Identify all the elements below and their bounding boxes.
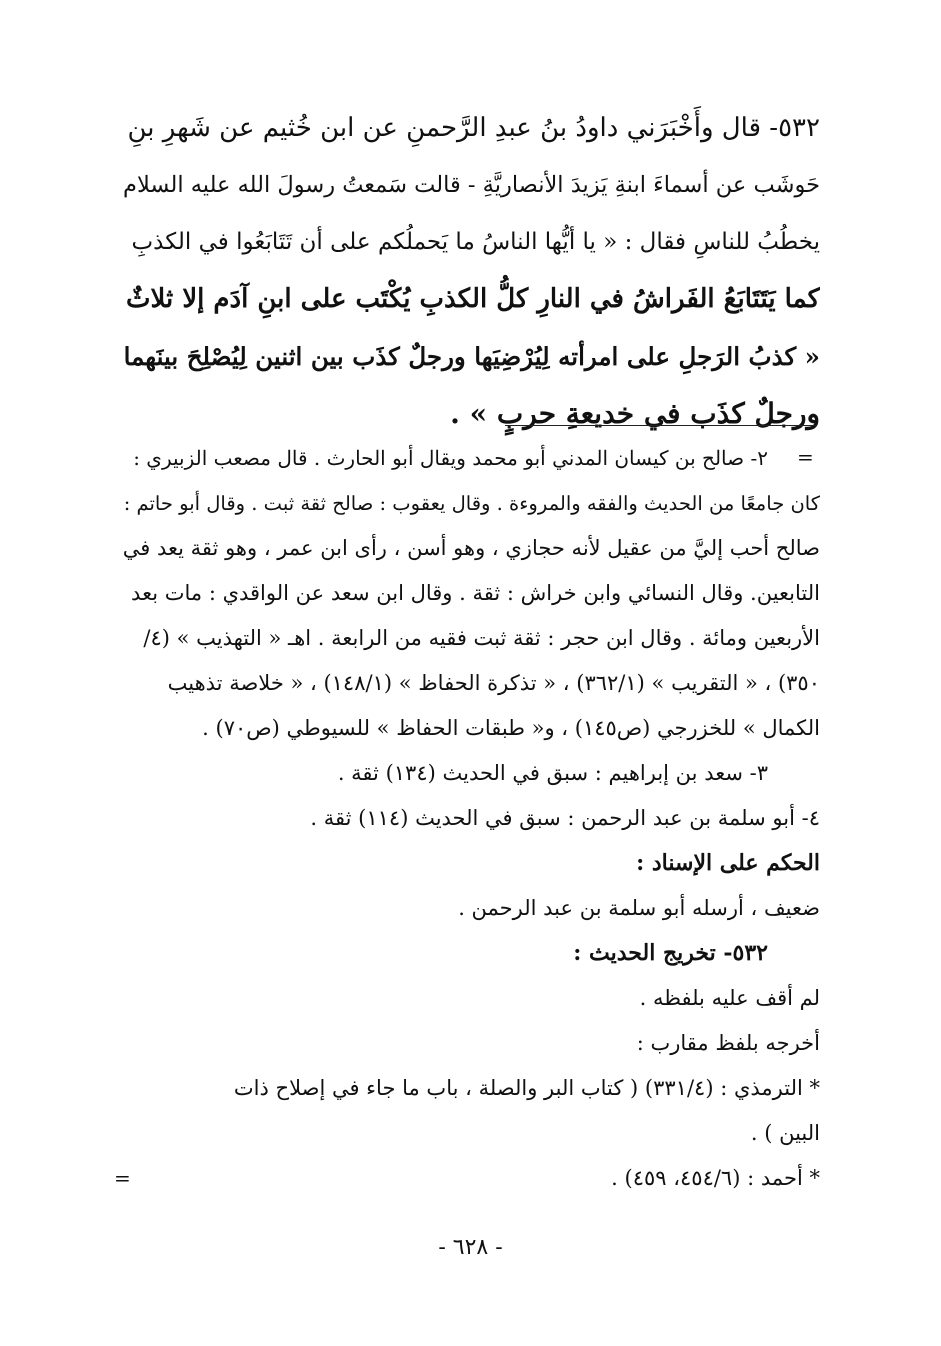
footnote-line-4: التابعين. وقال النسائي وابن خراش : ثقة . وقال ابن سعد عن الواقدي : مات بعد — [131, 581, 820, 605]
footnote-line-3: صالح أحب إليَّ من عقيل لأنه حجازي ، وهو أسن ، رأى ابن عمر ، وهو ثقة يعد في — [122, 536, 820, 560]
takhrij-line-2: أخرجه بلفظ مقارب : — [636, 1031, 820, 1055]
footnote-line-7: الكمال » للخزرجي (ص١٤٥) ، و« طبقات الحفاظ » للسيوطي (ص٧٠) . — [202, 716, 820, 740]
isnad-ruling-heading: الحكم على الإسناد : — [636, 850, 820, 876]
hadith-line-5: « كذبُ الرَجلِ على امرأته لِيُرْضِيَها ورجلٌ كذَب بين اثنين لِيُصْلِحَ بينَهما — [123, 342, 820, 371]
footnote-line-5: الأربعين ومائة . وقال ابن حجر : ثقة ثبت فقيه من الرابعة . اهـ « التهذيب » (٤/ — [143, 626, 820, 650]
takhrij-line-3: * الترمذي : (٣٣١/٤) ( كتاب البر والصلة ، باب ما جاء في إصلاح ذات — [233, 1076, 820, 1100]
hadith-text — [120, 100, 820, 442]
footnote-line-6: ٣٥٠) ، « التقريب » (٣٦٢/١) ، « تذكرة الحفاظ » (١٤٨/١) ، « خلاصة تذهيب — [167, 671, 820, 695]
footnote-line-1: ٢- صالح بن كيسان المدني أبو محمد ويقال أبو الحارث . قال مصعب الزبيري : — [133, 446, 768, 470]
page-number: - ٦٢٨ - — [438, 1235, 503, 1260]
footnote-line-8: ٣- سعد بن إبراهيم : سبق في الحديث (١٣٤) ثقة . — [337, 761, 768, 785]
continuation-mark-top: = — [797, 445, 814, 469]
footnote-separator — [505, 425, 817, 426]
footnote-line-2: كان جامعًا من الحديث والفقه والمروءة . وقال يعقوب : صالح ثقة ثبت . وقال أبو حاتم : — [123, 492, 820, 515]
takhrij-line-4: البين ) . — [750, 1121, 820, 1145]
footnotes-section — [120, 436, 820, 1201]
hadith-line-6: ورجلٌ كذَب في خديعةِ حربٍ » . — [450, 397, 820, 430]
takhrij-line-1: لم أقف عليه بلفظه . — [639, 986, 820, 1010]
hadith-line-4: كما يَتَتَابَعُ الفَراشُ في النارِ كلُّ الكذبِ يُكْتَب على ابنِ آدَم إلا ثلاثٌ — [126, 284, 820, 314]
footnote-line-9: ٤- أبو سلمة بن عبد الرحمن : سبق في الحديث (١١٤) ثقة . — [310, 806, 820, 830]
takhrij-heading: ٥٣٢- تخريج الحديث : — [573, 940, 768, 966]
hadith-line-2: حَوشَب عن أسماءَ ابنةِ يَزيدَ الأنصاريَّةِ - قالت سَمعتُ رسولَ الله عليه السلام — [123, 172, 820, 198]
hadith-line-3: يخطُبُ للناسِ فقال : « يا أيُّها الناسُ ما يَحملُكم على أن تَتَابَعُوا في الكذبِ — [131, 229, 820, 255]
continuation-mark-bottom: = — [114, 1166, 131, 1190]
takhrij-line-5: * أحمد : (٤٥٤/٦، ٤٥٩) . — [611, 1166, 820, 1190]
isnad-ruling-text: ضعيف ، أرسله أبو سلمة بن عبد الرحمن . — [458, 896, 820, 920]
hadith-line-1: ٥٣٢- قال وأَخْبَرَني داودُ بنُ عبدِ الرَّحمنِ عن ابن خُثيم عن شَهرِ بنِ — [127, 113, 820, 143]
